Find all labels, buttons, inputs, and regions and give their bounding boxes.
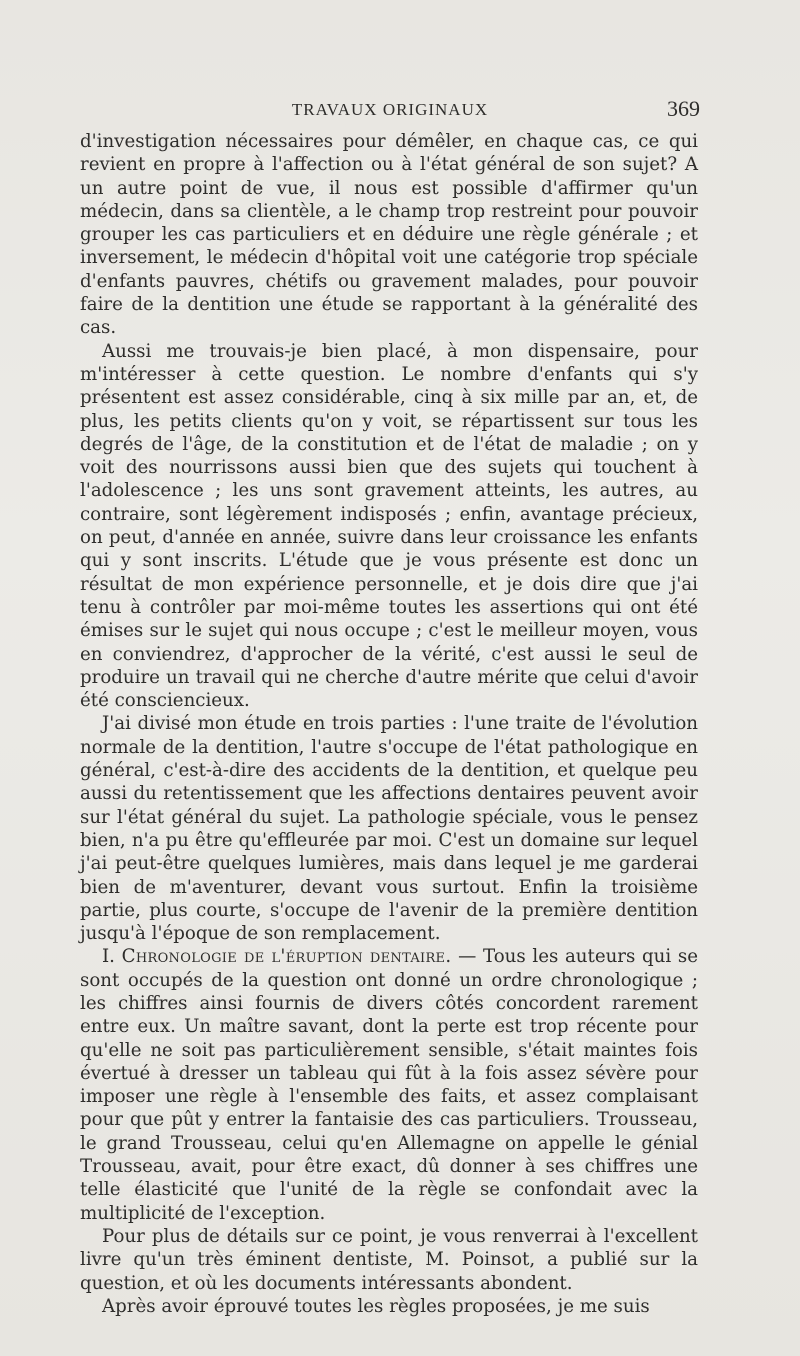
paragraph: Après avoir éprouvé toutes les règles proposées, je me suis [102, 1295, 650, 1317]
page-number: 369 [667, 96, 700, 121]
section-paragraph [80, 945, 698, 1225]
section-number: I. [102, 946, 115, 968]
paragraph: Aussi me trouvais-je bien placé, à mon dispensaire, pour m'intéresser à cette question. Le nombre d'enfants qui s'y présentent est assez considérable, cinq à six mille par an, et, de plus, les petits clients qu'on y voit, se répartissent sur tous les degrés de l'âge, de la constitution et de l'état de maladie ; on y voit des nourrissons aussi bien que des sujets qui touchent à l'adolescence ; les uns sont gravement atteints, les autres, au contraire, sont légèrement indisposés ; enfin, avantage précieux, on peut, d'année en année, suivre dans leur croissance les enfants qui y sont inscrits. L'étude que je vous présente est donc un résultat de mon expérience personnelle, et je dois dire que j'ai tenu à contrôler par moi-même toutes les assertions qui ont été émises sur le sujet qui nous occupe ; c'est le meilleur moyen, vous en conviendrez, d'approcher de la vérité, c'est aussi le seul de produire un travail qui ne cherche d'autre mérite que celui d'avoir été consciencieux. [80, 340, 698, 712]
paragraph: d'investigation nécessaires pour démêler, en chaque cas, ce qui revient en propre à l'affection ou à l'état général de son sujet? A un autre point de vue, il nous est possible d'affirmer qu'un médecin, dans sa clientèle, a le champ trop restreint pour pouvoir grouper les cas particuliers et en déduire une règle générale ; et inversement, le médecin d'hôpital voit une catégorie trop spéciale d'enfants pauvres, chétifs ou gravement malades, pour pouvoir faire de la dentition une étude se rapportant à la généralité des cas. [80, 131, 698, 339]
body-text [80, 130, 698, 1318]
section-text: — Tous les auteurs qui se sont occupés de la question ont donné un ordre chronologique ; les chiffres ainsi fournis de divers côtés concordent rarement entre eux. Un maître savant, dont la perte est trop récente pour qu'elle ne soit pas particulièrement sensible, s'était maintes fois évertué à dresser un tableau qui fût à la fois assez sévère pour imposer une règle à l'ensemble des faits, et assez complaisant pour que pût y entrer la fantaisie des cas particuliers. Trousseau, le grand Trousseau, celui qu'en Allemagne on appelle le génial Trousseau, avait, pour être exact, dû donner à ses chiffres une telle élasticité que l'unité de la règle se confondait avec la multiplicité de l'exception. [80, 946, 698, 1224]
paragraph: J'ai divisé mon étude en trois parties : l'une traite de l'évolution normale de la dentition, l'autre s'occupe de l'état pathologique en général, c'est-à-dire des accidents de la dentition, et quelque peu aussi du retentissement que les affections dentaires peuvent avoir sur l'état général du sujet. La pathologie spéciale, vous le pensez bien, n'a pu être qu'effleurée par moi. C'est un domaine sur lequel j'ai peut-être quelques lumières, mais dans lequel je me garderai bien de m'aventurer, devant vous surtout. Enfin la troisième partie, plus courte, s'occupe de l'avenir de la première dentition jusqu'à l'époque de son remplacement. [80, 713, 698, 945]
section-heading: Chronologie de l'éruption dentaire. [121, 946, 452, 968]
page-header [80, 96, 700, 128]
running-title: TRAVAUX ORIGINAUX [291, 100, 489, 119]
paragraph: Pour plus de détails sur ce point, je vous renverrai à l'excellent livre qu'un très éminent dentiste, M. Poinsot, a publié sur la question, et où les documents intéressants abondent. [80, 1225, 698, 1294]
